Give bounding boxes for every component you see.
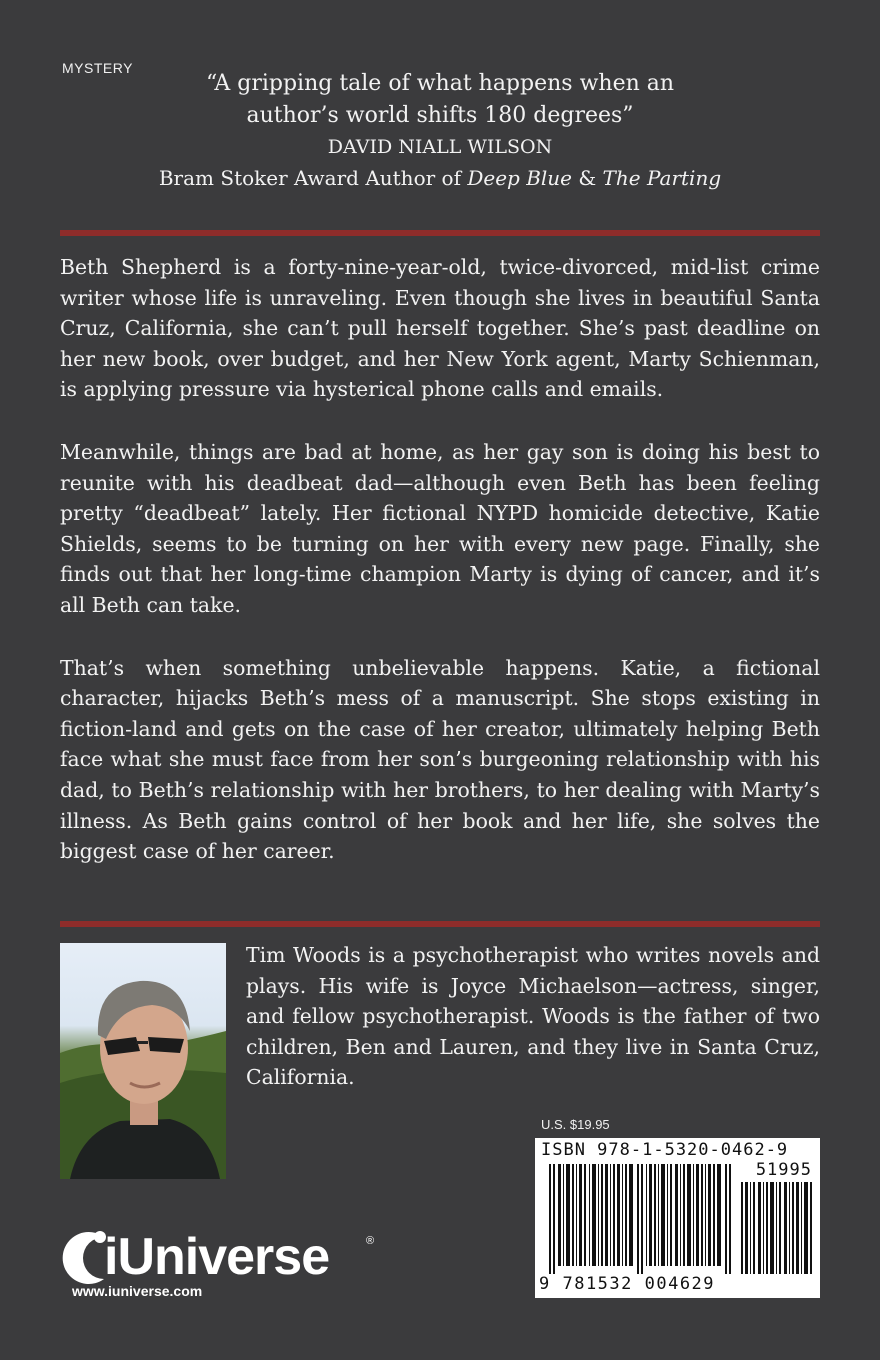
description-paragraph: That’s when something unbelievable happens. Katie, a fictional character, hijacks Beth’s mess of a manuscript. She stops existing in fiction-land and gets on the case of her creator, ultimately helping Beth face what she must face from her son’s burgeoning relationship with his dad, to Beth’s relationship with her brothers, to her dealing with Marty’s illness. As Beth gains control of her book and her life, she solves the biggest case of her career. — [60, 655, 820, 864]
publisher-name: iUniverse — [104, 1228, 330, 1286]
isbn-text: ISBN 978-1-5320-0462-9 — [541, 1140, 789, 1160]
divider-bottom — [60, 921, 820, 927]
endorsement-quote-line-1: “A gripping tale of what happens when an — [205, 71, 675, 96]
ean-text: 9 781532 004629 — [539, 1274, 716, 1294]
barcode-addon-text: 51995 — [755, 1160, 812, 1180]
registered-mark: ® — [366, 1235, 375, 1247]
credit-prefix: Bram Stoker Award Author of — [158, 166, 468, 190]
endorsement-blurb — [60, 68, 820, 194]
iuniverse-swoosh-icon — [60, 1227, 108, 1289]
isbn-barcode — [535, 1138, 820, 1298]
credit-title-1: Deep Blue — [467, 166, 573, 190]
description-paragraph: Meanwhile, things are bad at home, as her gay son is doing his best to reunite with his deadbeat dad—although even Beth has been feeling pretty “deadbeat” lately. Her fictional NYPD homicide detective, Katie Shields, seems to be turning on her with every new page. Finally, she finds out that her long-time champion Marty is dying of cancer, and it’s all Beth can take. — [60, 439, 820, 617]
author-bio: Tim Woods is a psychotherapist who writes novels and plays. His wife is Joyce Michaelson—actress, singer, and fellow psychotherapist. Woods is the father of two children, Ben and Lauren, and they live in Santa Cruz, California. — [246, 943, 820, 1089]
endorsement-credit — [60, 162, 820, 194]
publisher-url: www.iuniverse.com — [72, 1283, 203, 1299]
book-description — [60, 252, 820, 899]
endorsement-attribution: DAVID NIALL WILSON — [327, 136, 553, 158]
price-label: U.S. $19.95 — [541, 1117, 610, 1132]
endorsement-quote-line-2: author’s world shifts 180 degrees” — [246, 103, 634, 128]
credit-title-2: The Parting — [602, 166, 722, 190]
credit-ampersand: & — [572, 166, 603, 190]
barcode-bars-main — [549, 1164, 735, 1274]
barcode-bars-addon — [741, 1182, 813, 1274]
divider-top — [60, 230, 820, 236]
genre-label: MYSTERY — [62, 60, 133, 76]
description-paragraph: Beth Shepherd is a forty-nine-year-old, twice-divorced, mid-list crime writer whose life is unraveling. Even though she lives in beautiful Santa Cruz, California, she can’t pull herself together. She’s past deadline on her new book, over budget, and her New York agent, Marty Schienman, is applying pressure via hysterical phone calls and emails. — [60, 255, 820, 402]
author-photo — [60, 943, 226, 1179]
